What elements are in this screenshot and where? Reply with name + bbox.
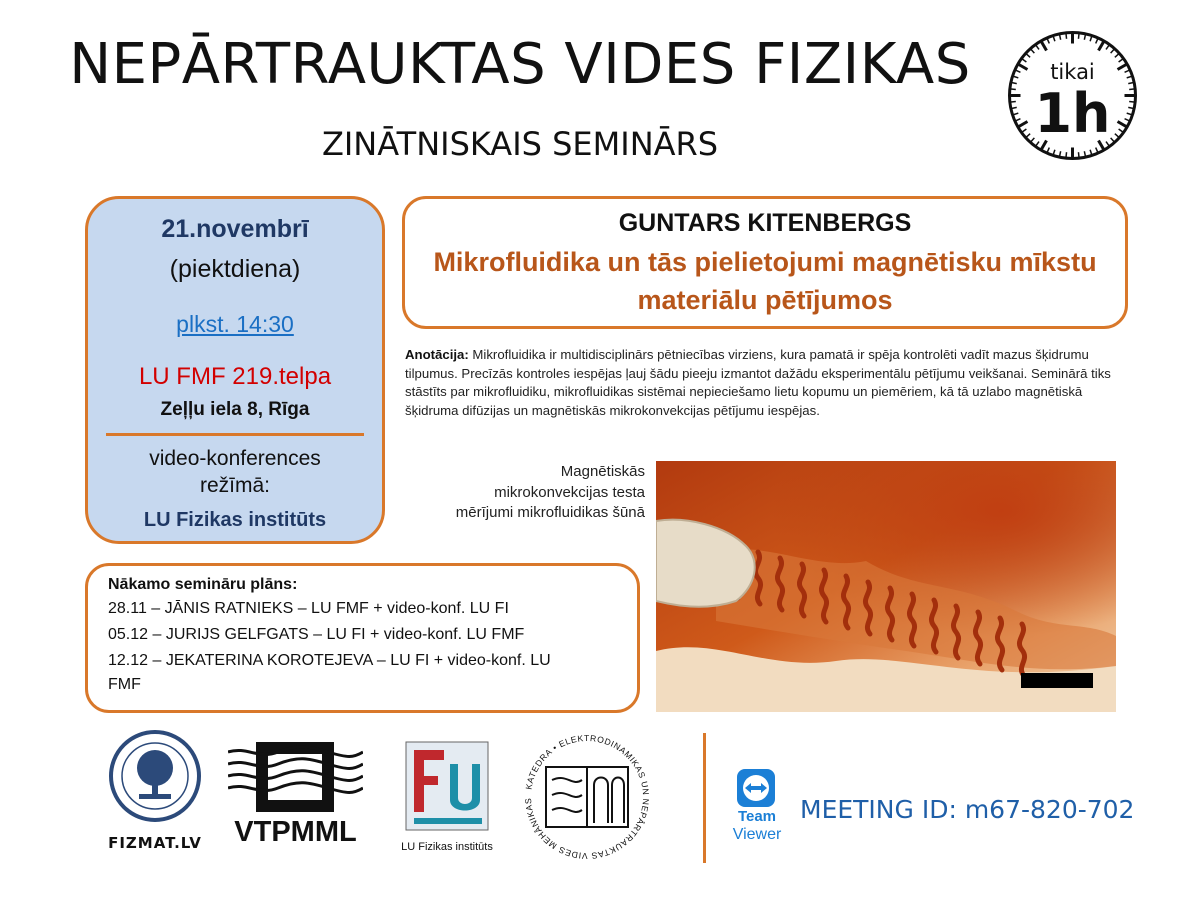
plan-item: 12.12 – JEKATERINA KOROTEJEVA – LU FI + video-konf. LU [108, 652, 551, 669]
event-time-link[interactable]: plkst. 14:30 [176, 311, 294, 337]
lu-fi-logo-text: LU Fizikas institūts [401, 841, 493, 853]
video-conference-label [88, 445, 382, 499]
teamviewer-text-1: Team [737, 808, 777, 825]
event-address: Zeļļu iela 8, Rīga [160, 399, 310, 420]
fizmat-logo-text: FIZMAT.LV [108, 834, 202, 852]
video-conference-line1: video-konferences [149, 447, 321, 470]
clock-tick [1030, 49, 1034, 53]
logo-divider [703, 733, 706, 863]
microconvection-photo [656, 461, 1116, 712]
annotation-label: Anotācija: [405, 347, 469, 362]
speaker-name: GUNTARS KITENBERGS [618, 209, 912, 237]
meeting-id[interactable]: MEETING ID: m67-820-702 [800, 795, 1135, 824]
clock-tick [1099, 41, 1105, 51]
talk-topic: Mikrofluidika un tās pielietojumi magnētisku mīkstu materiālu pētījumos [433, 247, 1097, 315]
poster-subtitle: ZINĀTNISKAIS SEMINĀRS [321, 125, 719, 163]
annotation-text: Mikrofluidika ir multidisciplinārs pētniecības virziens, kura pamatā ir spēja kontrolēti vadīt mazus šķidrumu tilpumus. Precīzās kontroles iespējas ļauj šādu pieeju izmantot dažādu eksperimentālu pētījumu veikšanai. Seminārā tiks stāstīts par mikrofluidiku, mikrofluidikas sistēmai nepieciešamo lietu kopumu un piemēriem, kā tā uzlabo magnētiskā šķidruma difūzijas un magnētiskās mikrokonvekcijas pētījumu iespējas. [405, 347, 1111, 418]
badge-text-large: 1h [1034, 82, 1111, 145]
teamviewer-icon [736, 768, 776, 808]
event-details-box [85, 196, 385, 544]
vtpmml-logo-text: VTPMML [234, 816, 357, 848]
divider [106, 433, 364, 436]
clock-tick [1066, 152, 1067, 158]
vtpmml-logo [228, 738, 363, 853]
image-caption: Magnētiskās mikrokonvekcijas testa mērījumi mikrofluidikas šūnā [455, 463, 645, 521]
seminar-plan-box [85, 563, 640, 713]
plan-item: 28.11 – JĀNIS RATNIEKS – LU FMF + video-konf. LU FI [108, 600, 509, 617]
clock-tick [1078, 33, 1079, 39]
katedra-emblem-icon [512, 735, 662, 860]
teamviewer-logo[interactable] [722, 768, 792, 848]
clock-tick [1106, 45, 1110, 50]
lu-fi-emblem-icon [392, 740, 502, 835]
speaker-box [402, 196, 1128, 329]
annotation [405, 346, 1121, 420]
event-date: 21.novembrī [161, 215, 309, 243]
event-room: LU FMF 219.telpa [138, 363, 332, 390]
clock-tick [1066, 33, 1067, 39]
video-conference-line2: režīmā: [199, 474, 270, 497]
clock-tick [1026, 53, 1030, 57]
video-institute: LU Fizikas institūts [143, 509, 327, 531]
vtpmml-emblem-icon [228, 738, 363, 816]
fizmat-logo [105, 728, 205, 858]
plan-item: FMF [108, 676, 141, 693]
clock-tick [1115, 53, 1119, 57]
time-badge [1005, 28, 1140, 163]
lu-fi-logo [392, 740, 502, 860]
katedra-ring-text: KATEDRA • ELEKTRODINAMIKAS UN NEPĀRTRAUKTAS VIDES MEHĀNIKAS [522, 735, 652, 860]
clock-tick [1041, 41, 1047, 51]
university-seal-icon [105, 728, 205, 828]
badge-text-small: tikai [1050, 60, 1095, 84]
plan-item: 05.12 – JURIJS GELFGATS – LU FI + video-konf. LU FMF [108, 626, 525, 643]
katedra-logo [512, 735, 662, 860]
clock-tick [1078, 152, 1079, 158]
event-day: (piektdiena) [169, 255, 301, 283]
microconvection-image [656, 461, 1116, 712]
plan-title: Nākamo semināru plāns: [108, 576, 298, 593]
poster-title: NEPĀRTRAUKTAS VIDES FIZIKAS [69, 32, 971, 97]
teamviewer-text-2: Viewer [732, 826, 782, 843]
clock-tick [1111, 49, 1115, 53]
clock-tick [1035, 45, 1039, 50]
